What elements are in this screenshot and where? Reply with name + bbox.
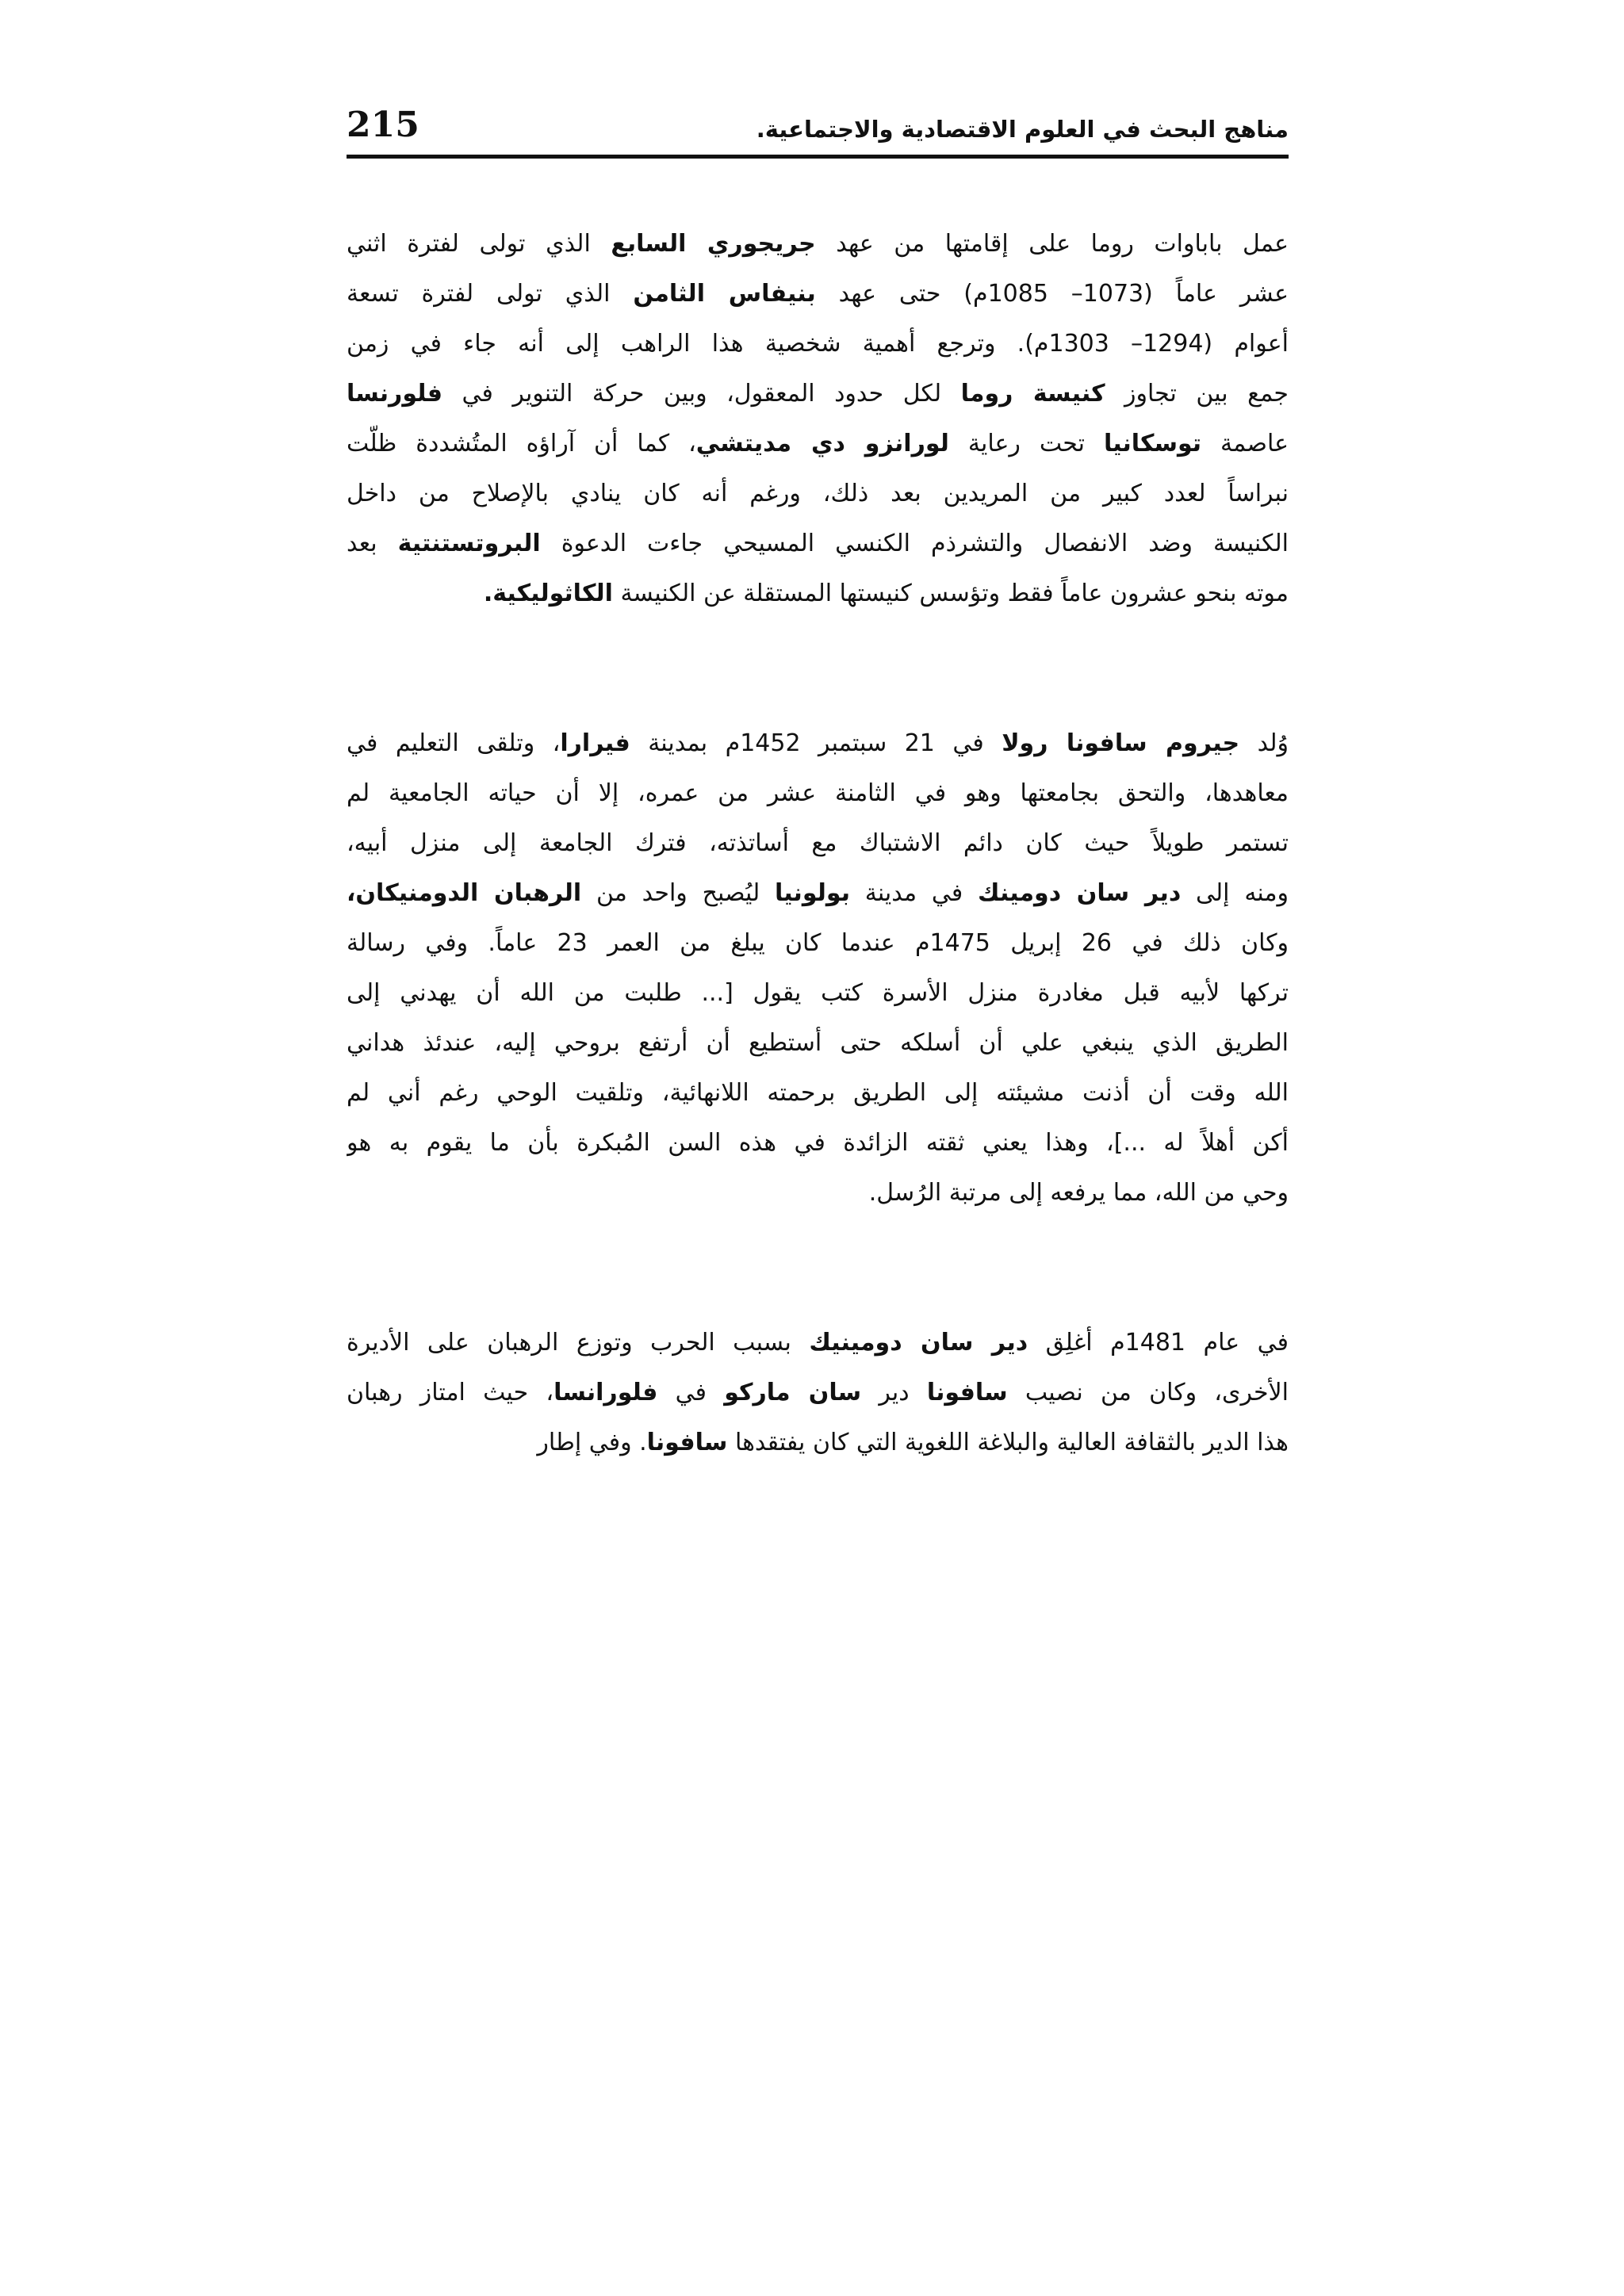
text-line [347, 568, 1289, 618]
text-run: ، حيث امتاز رهبان [347, 1379, 554, 1406]
bold-term: سافونا [926, 1379, 1008, 1406]
text-line [347, 918, 1289, 968]
text-line [347, 1418, 1289, 1468]
bold-term: كنيسة روما [960, 380, 1105, 408]
header-rule [347, 155, 1289, 159]
text-run: عشر عاماً (1073– 1085م) حتى عهد [815, 280, 1289, 308]
page-number: 215 [347, 105, 419, 145]
text-run: دير [861, 1379, 927, 1406]
bold-term: لورانزو دي مديتشي [695, 430, 949, 457]
text-run: بسبب الحرب وتوزع الرهبان على الأديرة [347, 1329, 810, 1357]
text-run: . وفي إطار [537, 1429, 647, 1456]
text-run: تحت رعاية [948, 430, 1104, 457]
text-run: الله وقت أن أذنت مشيئته إلى الطريق برحمته اللانهائية، وتلقيت الوحي رغم أني لم [347, 1079, 1289, 1107]
bold-term: دير سان دومينك [978, 879, 1182, 907]
text-run: بعد [347, 530, 398, 557]
text-line [347, 319, 1289, 369]
text-run: نبراساً لعدد كبير من المريدين بعد ذلك، ورغم أنه كان ينادي بالإصلاح من داخل [347, 480, 1289, 507]
text-run: وُلد [1239, 729, 1289, 757]
text-run: في 21 سبتمبر 1452م بمدينة [630, 729, 1002, 757]
text-run: عاصمة [1201, 430, 1289, 457]
text-line [347, 469, 1289, 519]
text-line [347, 1068, 1289, 1118]
bold-term: الرهبان الدومنيكان، [347, 879, 582, 907]
text-line [347, 718, 1289, 768]
text-run: ومنه إلى [1181, 879, 1289, 907]
text-run: أكن أهلاً له ...]، وهذا يعني ثقته الزائدة في هذه السن المُبكرة بأن ما يقوم به هو [347, 1129, 1289, 1157]
bold-term: دير سان دومينيك [809, 1329, 1028, 1357]
bold-term: جيروم سافونا رولا [1002, 729, 1240, 757]
text-run: تركها لأبيه قبل مغادرة منزل الأسرة كتب يقول [... طلبت من الله أن يهدني إلى [347, 979, 1289, 1007]
bold-term: فيرارا [560, 729, 630, 757]
paragraph-san-marco [347, 1318, 1289, 1468]
text-run: في [657, 1379, 725, 1406]
text-run: وكان ذلك في 26 إبريل 1475م عندما كان يبلغ من العمر 23 عاماً. وفي رسالة [347, 929, 1289, 957]
text-line [347, 768, 1289, 818]
paragraph-savonarola-context [347, 219, 1289, 618]
bold-term: توسكانيا [1104, 430, 1202, 457]
bold-term: البروتستنتية [397, 530, 541, 557]
text-run: أعوام (1294– 1303م). وترجع أهمية شخصية هذا الراهب إلى أنه جاء في زمن [347, 330, 1289, 358]
bold-term: فلورنسا [347, 380, 443, 408]
text-run: عمل باباوات روما على إقامتها من عهد [815, 230, 1289, 258]
text-run: جمع بين تجاوز [1105, 380, 1289, 408]
text-run: ، وتلقى التعليم في [347, 729, 561, 757]
paragraph-savonarola-early-life [347, 718, 1289, 1218]
page-header [347, 101, 1289, 157]
text-line [347, 369, 1289, 419]
bold-term: سان ماركو [724, 1379, 862, 1406]
bold-term: فلورانسا [553, 1379, 658, 1406]
text-run: في عام 1481م أغلِق [1028, 1329, 1289, 1357]
text-line [347, 1118, 1289, 1168]
page-body [347, 219, 1289, 1468]
text-run: تستمر طويلاً حيث كان دائم الاشتباك مع أساتذته، فترك الجامعة إلى منزل أبيه، [347, 829, 1289, 857]
text-run: موته بنحو عشرون عاماً فقط وتؤسس كنيستها المستقلة عن الكنيسة [612, 580, 1289, 607]
text-run: الذي تولى لفترة اثني [347, 230, 611, 258]
text-line [347, 868, 1289, 918]
text-line [347, 818, 1289, 868]
text-line [347, 219, 1289, 269]
text-line [347, 1168, 1289, 1218]
text-run: لكل حدود المعقول، وبين حركة التنوير في [442, 380, 961, 408]
text-run: معاهدها، والتحق بجامعتها وهو في الثامنة عشر من عمره، إلا أن حياته الجامعية لم [347, 779, 1289, 807]
text-run: في مدينة [849, 879, 979, 907]
text-line [347, 1318, 1289, 1368]
text-line [347, 519, 1289, 568]
bold-term: سافونا [646, 1429, 728, 1456]
text-line [347, 1018, 1289, 1068]
text-run: الطريق الذي ينبغي علي أن أسلكه حتى أستطيع أن أرتفع بروحي إليه، عندئذ هداني [347, 1029, 1289, 1057]
text-line [347, 269, 1289, 319]
bold-term: بنيفاس الثامن [633, 280, 816, 308]
text-line [347, 419, 1289, 469]
text-run: ليُصبح واحد من [581, 879, 776, 907]
text-run: الأخرى، وكان من نصيب [1007, 1379, 1289, 1406]
text-run: هذا الدير بالثقافة العالية والبلاغة اللغوية التي كان يفتقدها [727, 1429, 1289, 1456]
text-run: ، كما أن آراؤه المتُشددة ظلّت [347, 430, 696, 457]
bold-term: الكاثوليكية. [483, 580, 613, 607]
bold-term: بولونيا [775, 879, 850, 907]
text-run: الذي تولى لفترة تسعة [347, 280, 634, 308]
bold-term: جريجوري السابع [611, 230, 816, 258]
text-run: وحي من الله، مما يرفعه إلى مرتبة الرُسل. [868, 1179, 1289, 1207]
running-title: مناهج البحث في العلوم الاقتصادية والاجتماعية. [756, 116, 1289, 143]
text-run: الكنيسة وضد الانفصال والتشرذم الكنسي المسيحي جاءت الدعوة [540, 530, 1289, 557]
text-line [347, 1368, 1289, 1418]
text-line [347, 968, 1289, 1018]
